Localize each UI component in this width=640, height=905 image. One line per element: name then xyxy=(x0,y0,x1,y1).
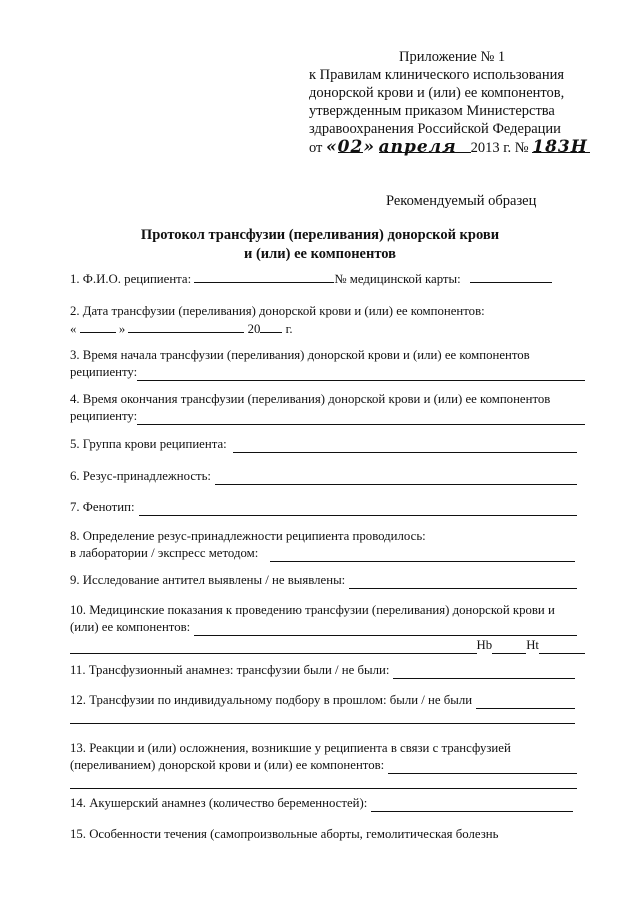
item-1-card-label: № медицинской карты: xyxy=(334,272,461,286)
blood-group-field[interactable] xyxy=(233,440,577,453)
recipient-name-field[interactable] xyxy=(194,270,334,283)
item-10-components-label: (или) ее компонентов: xyxy=(70,620,191,634)
item-1-recipient-name xyxy=(70,270,585,288)
protocol-title xyxy=(40,226,600,264)
item-3-start-time xyxy=(70,347,585,381)
item-4-recipient-label: реципиенту: xyxy=(70,409,138,423)
item-6-label: 6. Резус-принадлежность: xyxy=(70,469,211,483)
item-13-reactions xyxy=(70,740,585,789)
indications-field[interactable] xyxy=(194,623,577,636)
item-1-label: 1. Ф.И.О. реципиента: xyxy=(70,272,192,286)
header-line-3: утвержденным приказом Министерства xyxy=(309,103,555,119)
item-9-label: 9. Исследование антител выявлены / не выявлены: xyxy=(70,573,346,587)
reactions-field[interactable] xyxy=(388,761,577,774)
item-4-end-time xyxy=(70,391,585,425)
item-2-close-quote: » xyxy=(118,322,126,336)
item-2-label: 2. Дата трансфузии (переливания) донорской крови и (или) ее компонентов: xyxy=(70,304,485,318)
header-line-4: здравоохранения Российской Федерации xyxy=(309,121,561,137)
item-3-field-row xyxy=(70,364,585,381)
transfusion-year-field[interactable] xyxy=(260,320,282,333)
item-5-label: 5. Группа крови реципиента: xyxy=(70,437,227,451)
order-number-handwritten: 183Н xyxy=(532,138,590,153)
recommended-sample-label: Рекомендуемый образец xyxy=(386,193,537,209)
transfusion-month-field[interactable] xyxy=(128,320,244,333)
item-4-field-row xyxy=(70,408,585,425)
item-11-transfusion-history xyxy=(70,662,585,679)
pregnancies-count-field[interactable] xyxy=(371,799,573,812)
hb-label: Hb xyxy=(476,638,493,652)
order-month-handwritten: апреля xyxy=(379,138,471,153)
item-11-label: 11. Трансфузионный анамнез: трансфузии были / не были: xyxy=(70,663,390,677)
rh-method-field[interactable] xyxy=(270,549,575,562)
order-year-text: 2013 г. № xyxy=(470,140,529,156)
item-5-blood-group xyxy=(70,436,585,453)
item-15-course-features xyxy=(70,826,585,843)
transfusion-day-field[interactable] xyxy=(80,320,116,333)
protocol-title-line-1: Протокол трансфузии (переливания) донорской крови xyxy=(140,227,500,243)
order-open-quote: « xyxy=(326,137,338,157)
item-8-method-label: в лаборатории / экспресс методом: xyxy=(70,546,259,560)
phenotype-field[interactable] xyxy=(139,503,577,516)
appendix-header xyxy=(309,48,609,160)
header-line-1: к Правилам клинического использования xyxy=(309,67,565,83)
order-day-handwritten: 02 xyxy=(337,137,364,157)
item-8-label: 8. Определение резус-принадлежности реципиента проводилось: xyxy=(70,529,426,543)
item-12-label: 12. Трансфузии по индивидуальному подбору в прошлом: были / не были xyxy=(70,693,473,707)
item-2-open-quote: « xyxy=(70,322,77,336)
item-2-year-prefix: 20 xyxy=(247,322,261,336)
item-3-label: 3. Время начала трансфузии (переливания) донорской крови и (или) ее компонентов xyxy=(70,348,530,362)
appendix-number: Приложение № 1 xyxy=(399,49,506,65)
reactions-field-line-2[interactable] xyxy=(70,774,577,789)
item-6-rh-factor xyxy=(70,468,585,485)
item-10-label: 10. Медицинские показания к проведению трансфузии (переливания) донорской крови и xyxy=(70,603,555,617)
ht-label: Ht xyxy=(526,638,539,652)
item-13-components-label: (переливанием) донорской крови и (или) ее компонентов: xyxy=(70,758,385,772)
item-9-antibodies xyxy=(70,572,585,589)
protocol-title-line-2: и (или) ее компонентов xyxy=(243,246,397,262)
order-date-line xyxy=(309,138,609,160)
item-2-date-row xyxy=(70,320,585,338)
item-7-label: 7. Фенотип: xyxy=(70,500,135,514)
indications-field-line-2[interactable] xyxy=(70,641,477,654)
item-12-label-row xyxy=(70,692,585,709)
header-line-2: донорской крови и (или) ее компонентов, xyxy=(309,85,565,101)
order-from-prefix: от xyxy=(309,140,323,156)
item-14-obstetric-history xyxy=(70,795,585,812)
item-4-label: 4. Время окончания трансфузии (переливания) донорской крови и (или) ее компонентов xyxy=(70,392,551,406)
item-8-rh-determination xyxy=(70,528,585,562)
item-8-field-row xyxy=(70,545,585,562)
individual-selection-field[interactable] xyxy=(476,696,575,709)
item-15-label: 15. Особенности течения (самопроизвольные аборты, гемолитическая болезнь xyxy=(70,827,499,841)
item-12-individual-selection xyxy=(70,692,585,724)
item-10-indications xyxy=(70,602,585,654)
item-3-recipient-label: реципиенту: xyxy=(70,365,138,379)
end-time-field[interactable] xyxy=(137,412,585,425)
order-close-quote: » xyxy=(363,137,375,157)
item-2-transfusion-date xyxy=(70,303,585,338)
ht-field[interactable] xyxy=(539,641,585,654)
individual-selection-field-line-2[interactable] xyxy=(70,709,575,724)
item-7-phenotype xyxy=(70,499,585,516)
item-13-field-row xyxy=(70,757,585,774)
item-2-year-suffix: г. xyxy=(285,322,293,336)
hb-field[interactable] xyxy=(492,641,526,654)
start-time-field[interactable] xyxy=(137,368,585,381)
rh-factor-field[interactable] xyxy=(215,472,577,485)
transfusion-history-field[interactable] xyxy=(393,666,575,679)
antibodies-field[interactable] xyxy=(349,576,577,589)
item-10-field-row xyxy=(70,619,585,636)
item-10-hb-ht-row xyxy=(70,637,585,654)
item-13-label: 13. Реакции и (или) осложнения, возникшие у реципиента в связи с трансфузией xyxy=(70,741,511,755)
medical-card-number-field[interactable] xyxy=(470,270,552,283)
item-14-label: 14. Акушерский анамнез (количество беременностей): xyxy=(70,796,368,810)
